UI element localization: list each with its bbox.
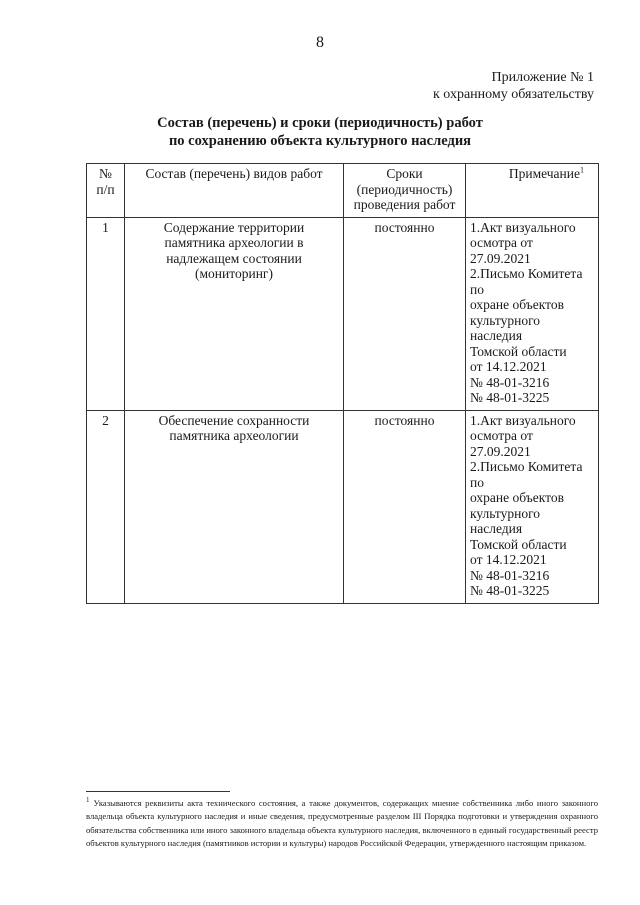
row-note xyxy=(466,410,599,603)
appendix-line-2: к охранному обязательству xyxy=(432,87,594,102)
footnote xyxy=(86,797,598,850)
table-row xyxy=(87,410,599,603)
row-terms: постоянно xyxy=(344,217,466,410)
row-number: 1 xyxy=(87,217,125,410)
header-note xyxy=(466,164,599,218)
row-works-line: памятника археологии xyxy=(169,428,299,443)
row-works-line: надлежащем состоянии xyxy=(166,250,302,266)
table-body xyxy=(87,217,599,603)
document-title xyxy=(0,114,640,150)
footnote-reference: 1 xyxy=(580,165,584,175)
row-works xyxy=(125,410,344,603)
header-terms-line: (периодичность) xyxy=(356,181,453,197)
row-note-line: № 48-01-3216 xyxy=(470,374,550,390)
row-note-line: культурного наследия xyxy=(470,312,541,343)
row-note-line: охране объектов xyxy=(470,297,564,312)
header-num-line: № xyxy=(99,166,112,181)
row-note-line: 2.Письмо Комитета по xyxy=(470,459,583,490)
row-note-line: осмотра от 27.09.2021 xyxy=(470,235,533,266)
row-works-line: (мониторинг) xyxy=(195,266,273,281)
table-row xyxy=(87,217,599,410)
row-note-line: № 48-01-3225 xyxy=(470,390,550,405)
row-note-line: от 14.12.2021 xyxy=(470,359,547,374)
row-works-line: Содержание территории xyxy=(163,219,305,235)
appendix-line-1: Приложение № 1 xyxy=(491,70,594,85)
footnote-divider xyxy=(86,791,230,792)
footnote-marker: 1 xyxy=(86,796,90,805)
row-note-line: охране объектов xyxy=(470,490,564,505)
row-note-line: Томской области xyxy=(470,536,567,552)
row-terms: постоянно xyxy=(344,410,466,603)
title-line-1: Состав (перечень) и сроки (периодичность) работ xyxy=(157,115,483,131)
row-note-line: осмотра от 27.09.2021 xyxy=(470,428,533,459)
header-terms xyxy=(344,164,466,218)
header-note-label: Примечание xyxy=(508,166,580,181)
header-terms-line: проведения работ xyxy=(353,197,456,212)
header-num xyxy=(87,164,125,218)
page-number: 8 xyxy=(316,34,324,51)
row-works-line: памятника археологии в xyxy=(164,235,304,250)
row-note-line: 2.Письмо Комитета по xyxy=(470,266,583,297)
appendix-caption xyxy=(433,69,594,103)
title-line-2: по сохранению объекта культурного наследия xyxy=(168,133,472,149)
row-note xyxy=(466,217,599,410)
row-note-line: 1.Акт визуального xyxy=(470,412,576,428)
table-header-row xyxy=(87,164,599,218)
header-terms-line: Сроки xyxy=(386,166,423,181)
header-works: Состав (перечень) видов работ xyxy=(125,164,344,218)
row-number: 2 xyxy=(87,410,125,603)
row-works xyxy=(125,217,344,410)
footnote-text: Указываются реквизиты акта технического состояния, а также документов, содержащих мнение собственника либо иного законного владельца объекта культурного наследия и иные сведения, предусмотренные разделом III Порядка подготовки и утверждения охранного обязательства собственника или иного законного владельца объекта культурного наследия, включенного в единый государственный реестр объектов культурного наследия (памятников истории и культуры) народов Российской Федерации, утвержденного настоящим приказом. xyxy=(86,798,598,848)
row-note-line: Томской области xyxy=(470,343,567,359)
header-num-line: п/п xyxy=(96,181,115,197)
row-note-line: № 48-01-3216 xyxy=(470,567,550,583)
works-table xyxy=(86,163,599,604)
row-note-line: от 14.12.2021 xyxy=(470,552,547,567)
row-note-line: культурного наследия xyxy=(470,505,541,536)
row-works-line: Обеспечение сохранности xyxy=(158,412,310,428)
row-note-line: № 48-01-3225 xyxy=(470,583,550,598)
row-note-line: 1.Акт визуального xyxy=(470,219,576,235)
